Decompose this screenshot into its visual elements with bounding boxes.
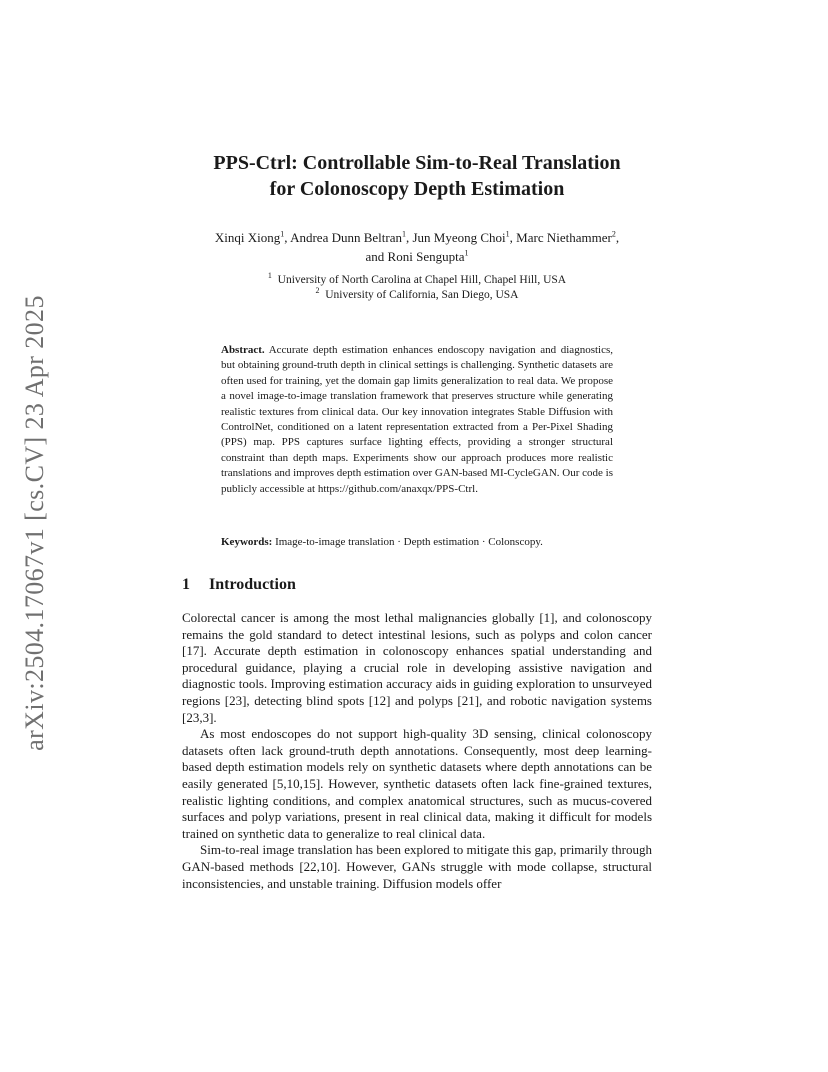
section-number: 1	[182, 576, 190, 593]
keywords-text: Image-to-image translation · Depth estimation · Colonscopy.	[275, 536, 543, 548]
arxiv-stamp-text: arXiv:2504.17067v1 [cs.CV] 23 Apr 2025	[20, 295, 49, 751]
abstract	[221, 343, 613, 497]
paper-title	[150, 150, 684, 202]
author-list	[150, 228, 684, 266]
section-heading	[182, 575, 296, 595]
author-affiliation-mark: 1	[402, 229, 406, 239]
author-line-2	[150, 247, 684, 266]
paragraph: Sim-to-real image translation has been explored to mitigate this gap, primarily through GAN-based methods [22,10]. However, GANs struggle with mode collapse, structural inconsistencies, and unstable training. Diffusion models offer	[182, 842, 652, 891]
affiliation-text: University of North Carolina at Chapel Hill, Chapel Hill, USA	[277, 274, 567, 286]
title-line-1: PPS-Ctrl: Controllable Sim-to-Real Translation	[213, 152, 621, 174]
title-line-2: for Colonoscopy Depth Estimation	[269, 178, 565, 200]
keywords-label: Keywords:	[221, 536, 273, 548]
author-affiliation-mark: 2	[611, 229, 616, 239]
author-name: and Roni Sengupta	[365, 249, 465, 264]
author-name: Xinqi Xiong	[214, 230, 281, 245]
affiliation-mark: 2	[315, 286, 320, 296]
keywords	[221, 535, 621, 550]
author-line-1: Xinqi Xiong$^1$, Andrea Dunn Beltran$^1$, Jun Myeong Choi$^1$, Marc Niethammer$^2$,	[214, 229, 620, 245]
paragraph: Colorectal cancer is among the most lethal malignancies globally [1], and colonoscopy remains the gold standard to detect intestinal lesions, such as polyps and colon cancer [17]. Accurate depth estimation in colonoscopy enhances spatial understanding and procedural guidance, playing a crucial role in developing assistive navigation and diagnostic tools. Improving estimation accuracy aids in guiding exploration to unsurveyed regions [23], detecting blind spots [12] and polyps [21], and robotic navigation systems [23,3].	[182, 610, 652, 725]
abstract-text: Accurate depth estimation enhances endoscopy navigation and diagnostics, but obtaining ground-truth depth in clinical settings is challenging. Synthetic datasets are often used for training, yet the domain gap limits generalization to real data. We propose a novel image-to-image translation framework that preserves structure while generating realistic textures from clinical data. Our key innovation integrates Stable Diffusion with ControlNet, conditioned on a latent representation extracted from a Per-Pixel Shading (PPS) map. PPS captures surface lighting effects, providing a stronger structural constraint than depth maps. Experiments show our approach produces more realistic translations and improves depth estimation over GAN-based MI-CycleGAN. Our code is publicly accessible at https://github.com/anaxqx/PPS-Ctrl.	[221, 344, 613, 495]
body-text	[182, 610, 652, 892]
author-affiliation-mark: 1	[464, 248, 469, 258]
affiliation	[150, 288, 684, 303]
affiliation-list	[150, 273, 684, 303]
author-name: Jun Myeong Choi	[412, 230, 506, 245]
author-affiliation-mark: 1	[505, 229, 510, 239]
paragraph: As most endoscopes do not support high-quality 3D sensing, clinical colonoscopy datasets often lack ground-truth depth annotations. Consequently, most deep learning-based depth estimation models rely on synthetic datasets where depth annotations can be easily generated [5,10,15]. However, synthetic datasets often lack fine-grained textures, realistic lighting conditions, and complex anatomical structures, such as mucus-covered surfaces and polyp variations, present in real clinical data, making it difficult for models trained on synthetic data to generalize to real clinical data.	[182, 726, 652, 841]
affiliation	[150, 273, 684, 288]
affiliation-text: University of California, San Diego, USA	[325, 289, 519, 301]
author-affiliation-mark: 1	[280, 229, 285, 239]
abstract-label: Abstract.	[221, 344, 265, 356]
author-name: Marc Niethammer	[516, 230, 612, 245]
author-name: Andrea Dunn Beltran	[290, 230, 402, 245]
arxiv-stamp	[22, 288, 48, 758]
section-title: Introduction	[209, 576, 296, 593]
affiliation-mark: 1	[267, 271, 272, 281]
